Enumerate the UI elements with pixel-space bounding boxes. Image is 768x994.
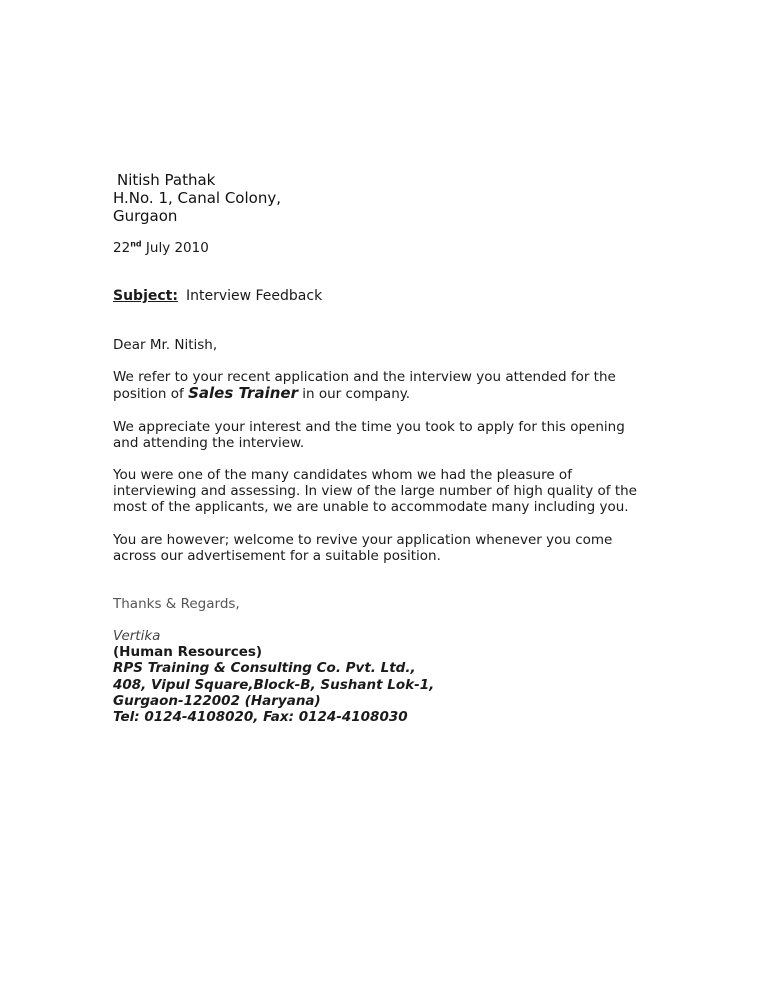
subject-text: Interview Feedback [185,288,323,304]
letter-date [113,240,673,257]
signatory-department: (Human Resources) [113,644,263,661]
salutation: Dear Mr. Nitish, [113,337,218,353]
body-paragraph-1 [113,369,673,402]
subject-label: Subject: [113,288,178,304]
letter-subject [113,288,673,305]
sender-address [113,171,673,225]
position-suffix: in our company. [297,386,411,402]
company-address: 408, Vipul Square,Block-B, Sushant Lok-1, [113,676,435,693]
closing: Thanks & Regards, [113,596,240,612]
company-contact: Tel: 0124-4108020, Fax: 0124-4108030 [113,709,408,726]
paragraph-line: We appreciate your interest and the time you took to apply for this opening [113,419,625,435]
paragraph-line: We refer to your recent application and the interview you attended for the [113,369,616,385]
paragraph-line: and attending the interview. [113,435,305,451]
sender-address-line: H.No. 1, Canal Colony, [113,189,281,207]
paragraph-line: You were one of the many candidates whom we had the pleasure of [113,467,572,483]
paragraph-line: most of the applicants, we are unable to accommodate many including you. [113,499,629,515]
paragraph-line: You are however; welcome to revive your application whenever you come [113,532,613,548]
paragraph-line [113,385,673,402]
company-name: RPS Training & Consulting Co. Pvt. Ltd., [113,660,416,677]
signature-block [113,628,673,725]
signatory-name: Vertika [113,628,161,644]
body-paragraph-4 [113,532,673,564]
body-paragraph-3 [113,467,673,515]
sender-name: Nitish Pathak [117,171,216,189]
date-suffix: nd [130,239,142,249]
sender-city: Gurgaon [113,207,178,225]
body-paragraph-2 [113,419,673,451]
company-city: Gurgaon-122002 (Haryana) [113,692,321,709]
paragraph-line: interviewing and assessing. In view of the large number of high quality of the [113,483,637,499]
position-prefix: position of [113,386,189,402]
date-day: 22 [113,240,131,256]
position-title: Sales Trainer [188,384,298,402]
paragraph-line: across our advertisement for a suitable position. [113,548,441,564]
date-month-year: July 2010 [141,240,209,256]
